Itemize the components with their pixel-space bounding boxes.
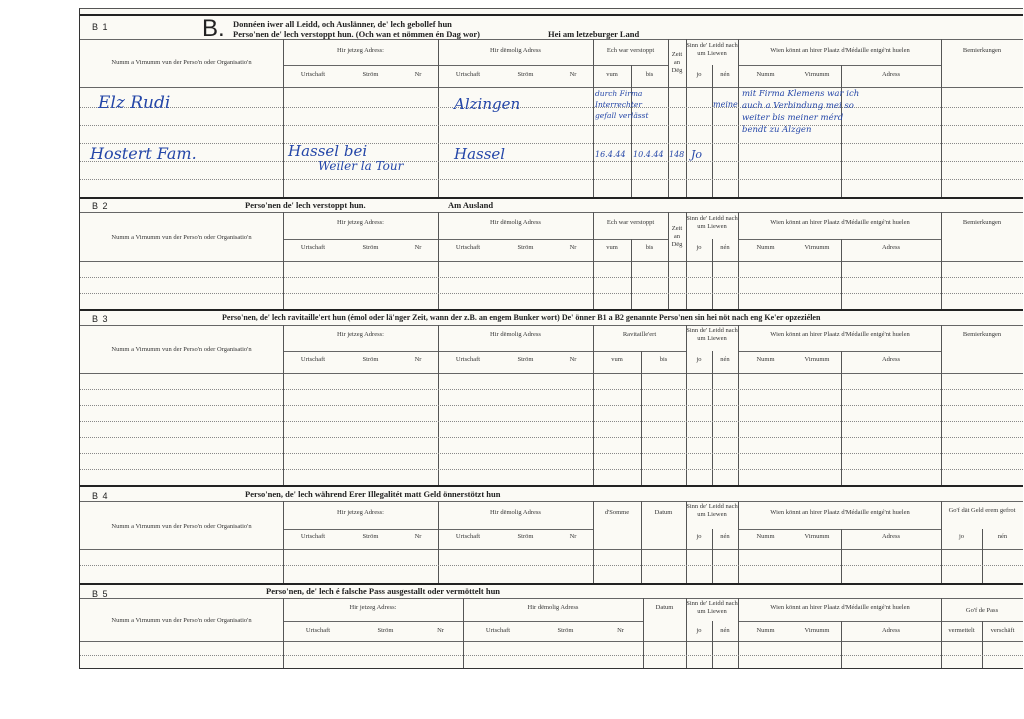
rule [80, 212, 1023, 213]
handwritten-risk: Jo [691, 148, 703, 161]
row-rule [80, 437, 1023, 438]
section-b4 [80, 485, 1023, 583]
column-rule [738, 39, 739, 197]
header-street: Ström [362, 244, 379, 251]
header-locality: Urtschaft [485, 627, 511, 634]
header-medal-firstname: Virnumm [804, 356, 830, 363]
column-rule [438, 39, 439, 197]
header-nr: Nr [569, 356, 577, 363]
column-rule [982, 529, 983, 583]
header-no: nén [720, 71, 730, 78]
column-rule [841, 65, 842, 197]
column-rule [641, 501, 642, 583]
header-days: Zeit an Dëg [671, 225, 683, 248]
header-nr: Nr [414, 533, 422, 540]
header-from: vum [606, 71, 618, 78]
header-remarks: Bemierkungen [962, 331, 1002, 338]
header-locality: Urtschaft [300, 356, 326, 363]
header-hidden: Ech war verstoppt [606, 47, 655, 54]
rule [80, 641, 1023, 642]
column-rule [712, 239, 713, 309]
rule [738, 351, 941, 352]
section-title-line1: Donnéen iwer all Leidd, och Auslänner, de' lech gebollef hun [233, 19, 452, 29]
header-name: Numm a Virnumm vun der Perso'n oder Organisatio'n [111, 234, 252, 241]
section-b1 [80, 9, 1023, 197]
header-locality: Urtschaft [455, 244, 481, 251]
handwritten-risk: meine [713, 100, 738, 109]
header-street: Ström [377, 627, 394, 634]
header-medal-address: Adress [881, 627, 901, 634]
header-previous-address: Hir dëmolig Adress [490, 509, 541, 516]
section-b2 [80, 197, 1023, 309]
header-street: Ström [517, 356, 534, 363]
column-rule [463, 598, 464, 669]
header-street: Ström [362, 356, 379, 363]
column-rule [982, 621, 983, 669]
rule [80, 501, 1023, 502]
rule [80, 39, 1023, 40]
handwritten-name: Elz Rudi [98, 93, 171, 113]
header-current-address: Hir jetzeg Adress: [337, 509, 384, 516]
header-risk: Sinn de' Leidd nach um Liewen [686, 600, 738, 615]
row-rule [80, 179, 1023, 180]
column-rule [738, 501, 739, 583]
row-rule [80, 161, 1023, 162]
header-locality: Urtschaft [455, 356, 481, 363]
column-rule [686, 212, 687, 309]
header-name: Numm a Virnumm vun der Perso'n oder Organisatio'n [111, 346, 252, 353]
rule [738, 65, 941, 66]
section-id: B 1 [92, 22, 109, 32]
handwritten-previous-address: Alzingen [454, 95, 521, 113]
column-rule [593, 501, 594, 583]
header-nr: Nr [617, 627, 624, 634]
column-rule [283, 39, 284, 197]
header-yes: jo [958, 533, 965, 540]
column-rule [668, 39, 669, 197]
header-money-returned: Go'f dät Geld erem gefrot [948, 507, 1016, 514]
section-title-right: Hei am letzeburger Land [548, 29, 640, 39]
header-medal-firstname: Virnumm [804, 244, 830, 251]
column-rule [283, 598, 284, 669]
header-medal: Wien könnt an hirer Plaatz d'Médaille entgé'nt huelen [770, 47, 910, 54]
column-rule [593, 212, 594, 309]
section-id: B 4 [92, 491, 109, 501]
row-rule [80, 469, 1023, 470]
column-rule [941, 212, 942, 309]
header-to: bis [659, 356, 668, 363]
row-rule [80, 389, 1023, 390]
rule [80, 598, 1023, 599]
column-rule [738, 212, 739, 309]
header-previous-address: Hir dëmolig Adress [490, 331, 541, 338]
header-locality: Urtschaft [300, 244, 326, 251]
header-medal-name: Numm [756, 627, 775, 634]
column-rule [686, 39, 687, 197]
handwritten-from: 16.4.44 [595, 150, 626, 159]
section-divider [80, 485, 1023, 487]
header-remarks: Bemierkungen [962, 47, 1002, 54]
header-medal: Wien könnt an hirer Plaatz d'Médaille entgé'nt huelen [770, 331, 910, 338]
header-to: bis [645, 71, 654, 78]
header-medal-address: Adress [881, 533, 901, 540]
header-name: Numm a Virnumm vun der Perso'n oder Organisatio'n [111, 617, 252, 624]
handwritten-hidden-note: Interrechter [595, 100, 642, 109]
column-rule [841, 529, 842, 583]
header-no: nén [720, 244, 730, 251]
rule [80, 668, 1023, 669]
header-nr: Nr [414, 244, 422, 251]
handwritten-medal-note: weiter bis meiner mérd [742, 113, 844, 123]
header-previous-address: Hir dëmolig Adress [490, 219, 541, 226]
column-rule [686, 501, 687, 583]
header-no: nén [720, 533, 730, 540]
header-nr: Nr [569, 244, 577, 251]
handwritten-current-address: Hassel bei [288, 142, 368, 160]
header-locality: Urtschaft [305, 627, 331, 634]
column-rule [283, 501, 284, 583]
column-rule [712, 621, 713, 669]
header-nr: Nr [569, 533, 577, 540]
header-pass: Go'f de Pass [965, 607, 999, 614]
section-id: B 2 [92, 201, 109, 211]
header-no: nén [720, 356, 730, 363]
header-current-address: Hir jetzeg Adress: [349, 604, 397, 611]
column-rule [283, 212, 284, 309]
row-rule [80, 293, 1023, 294]
column-rule [841, 239, 842, 309]
rule [283, 65, 668, 66]
column-rule [643, 598, 644, 669]
header-risk: Sinn de' Leidd nach um Liewen [686, 215, 738, 230]
handwritten-medal-note: mit Firma Klemens war ich [742, 89, 860, 99]
column-rule [712, 529, 713, 583]
rule [738, 239, 941, 240]
rule [80, 87, 1023, 88]
header-yes: jo [696, 627, 702, 634]
header-current-address: Hir jetzeg Adress: [337, 47, 384, 54]
header-name: Numm a Virnumm vun der Perso'n oder Organisatio'n [111, 523, 252, 530]
header-locality: Urtschaft [300, 71, 326, 78]
header-remarks: Bemierkungen [962, 219, 1002, 226]
header-medal-firstname: Virnumm [804, 71, 830, 78]
handwritten-hidden-note: durch Firma [595, 89, 643, 98]
row-rule [80, 453, 1023, 454]
section-b5 [80, 583, 1023, 669]
header-locality: Urtschaft [455, 71, 481, 78]
header-from: vum [611, 356, 623, 363]
rule [738, 529, 941, 530]
row-rule [80, 125, 1023, 126]
column-rule [941, 501, 942, 583]
row-rule [80, 107, 1023, 108]
section-divider [80, 309, 1023, 311]
header-medal-name: Numm [756, 533, 775, 540]
row-rule [80, 421, 1023, 422]
header-street: Ström [517, 533, 534, 540]
header-locality: Urtschaft [300, 533, 326, 540]
row-rule [80, 405, 1023, 406]
section-divider [80, 197, 1023, 199]
column-rule [438, 501, 439, 583]
header-locality: Urtschaft [455, 533, 481, 540]
header-name: Numm a Virnumm vun der Perso'n oder Organisatio'n [111, 59, 252, 66]
handwritten-medal-note: bendt zu Alzgen [742, 125, 812, 135]
rule [80, 325, 1023, 326]
header-nr: Nr [569, 71, 577, 78]
section-title: Perso'nen, de' lech während Erer Illegalitét matt Geld önnerstötzt hun [245, 489, 501, 499]
header-medal-address: Adress [881, 71, 901, 78]
header-current-address: Hir jetzeg Adress: [337, 331, 384, 338]
handwritten-previous-address: Hassel [454, 145, 506, 163]
column-rule [712, 65, 713, 197]
form-sheet [79, 8, 1023, 669]
header-days: Zeit an Dëg [671, 51, 683, 74]
header-medal-name: Numm [756, 356, 775, 363]
handwritten-name: Hostert Fam. [90, 144, 197, 163]
header-street: Ström [517, 244, 534, 251]
section-title: Perso'nen de' lech verstoppt hun. [245, 200, 366, 210]
column-rule [593, 39, 594, 197]
form-letter: B. [202, 15, 225, 42]
handwritten-current-address: Weiler la Tour [318, 159, 404, 173]
header-current-address: Hir jetzeg Adress: [337, 219, 384, 226]
handwritten-medal-note: auch a Verbindung mei so [742, 101, 854, 111]
header-yes: jo [696, 244, 702, 251]
header-medal-name: Numm [756, 244, 775, 251]
header-yes: jo [696, 356, 702, 363]
column-rule [631, 239, 632, 309]
header-pass-obtained: verschäft [990, 627, 1015, 634]
header-to: bis [645, 244, 654, 251]
header-street: Ström [517, 71, 534, 78]
header-medal-address: Adress [881, 356, 901, 363]
handwritten-to: 10.4.44 [633, 150, 664, 159]
section-divider [80, 583, 1023, 585]
column-rule [641, 351, 642, 485]
header-medal: Wien könnt an hirer Plaatz d'Médaille entgé'nt huelen [770, 604, 910, 611]
header-street: Ström [557, 627, 574, 634]
column-rule [686, 598, 687, 669]
header-nr: Nr [437, 627, 444, 634]
header-no: nén [720, 627, 730, 634]
column-rule [668, 212, 669, 309]
header-medal-address: Adress [881, 244, 901, 251]
row-rule [80, 655, 1023, 656]
handwritten-hidden-note: gefall verlässt [595, 111, 649, 120]
rule [283, 239, 668, 240]
header-yes: jo [696, 533, 702, 540]
header-sum: d'Somme [604, 509, 630, 516]
section-title: Perso'nen, de' lech ravitaille'ert hun (émol oder lä'nger Zeit, wann der z.B. an engem Bunker wort) De' önner B1 a B2 genannte Perso'nen sin hei nöt nach eng Ke'er opzeziélen [222, 313, 821, 322]
header-nr: Nr [414, 71, 422, 78]
header-hidden: Ech war verstoppt [606, 219, 655, 226]
column-rule [712, 351, 713, 485]
header-street: Ström [362, 533, 379, 540]
section-id: B 5 [92, 589, 109, 599]
column-rule [941, 39, 942, 197]
header-no: nén [997, 533, 1008, 540]
header-risk: Sinn de' Leidd nach um Liewen [686, 503, 738, 518]
header-medal-firstname: Virnumm [804, 627, 830, 634]
column-rule [941, 598, 942, 669]
column-rule [631, 65, 632, 197]
column-rule [841, 621, 842, 669]
header-medal-name: Numm [756, 71, 775, 78]
header-previous-address: Hir dëmolig Adress [490, 47, 541, 54]
header-medal: Wien könnt an hirer Plaatz d'Médaille entgé'nt huelen [770, 509, 910, 516]
header-nr: Nr [414, 356, 422, 363]
section-title-right: Am Ausland [448, 200, 494, 210]
rule [80, 373, 1023, 374]
row-rule [80, 143, 1023, 144]
header-previous-address: Hir dëmolig Adress [527, 604, 579, 611]
header-from: vum [606, 244, 618, 251]
rule [80, 261, 1023, 262]
row-rule [80, 277, 1023, 278]
header-risk: Sinn de' Leidd nach um Liewen [686, 327, 738, 342]
header-yes: jo [696, 71, 702, 78]
header-medal: Wien könnt an hirer Plaatz d'Médaille entgé'nt huelen [770, 219, 910, 226]
header-risk: Sinn de' Leidd nach um Liewen [686, 42, 738, 57]
section-title: Perso'nen, de' lech é falsche Pass ausgestallt oder vermöttelt hun [266, 586, 501, 596]
handwritten-days: 148 [669, 150, 685, 159]
rule [80, 549, 1023, 550]
header-date: Datum [655, 604, 674, 611]
header-medal-firstname: Virnumm [804, 533, 830, 540]
section-title-line2: Perso'nen de' lech verstoppt hun. (Och wan et nömmen én Dag wor) [233, 29, 480, 39]
header-date: Datum [654, 509, 673, 516]
header-street: Ström [362, 71, 379, 78]
header-pass-issued: vermettelt [948, 627, 975, 634]
column-rule [841, 351, 842, 485]
rule [283, 351, 686, 352]
section-id: B 3 [92, 314, 109, 324]
column-rule [438, 212, 439, 309]
section-b3 [80, 309, 1023, 485]
row-rule [80, 565, 1023, 566]
column-rule [738, 598, 739, 669]
rule [738, 621, 1023, 622]
header-ravitaille: Ravitaille'ert [622, 331, 657, 338]
